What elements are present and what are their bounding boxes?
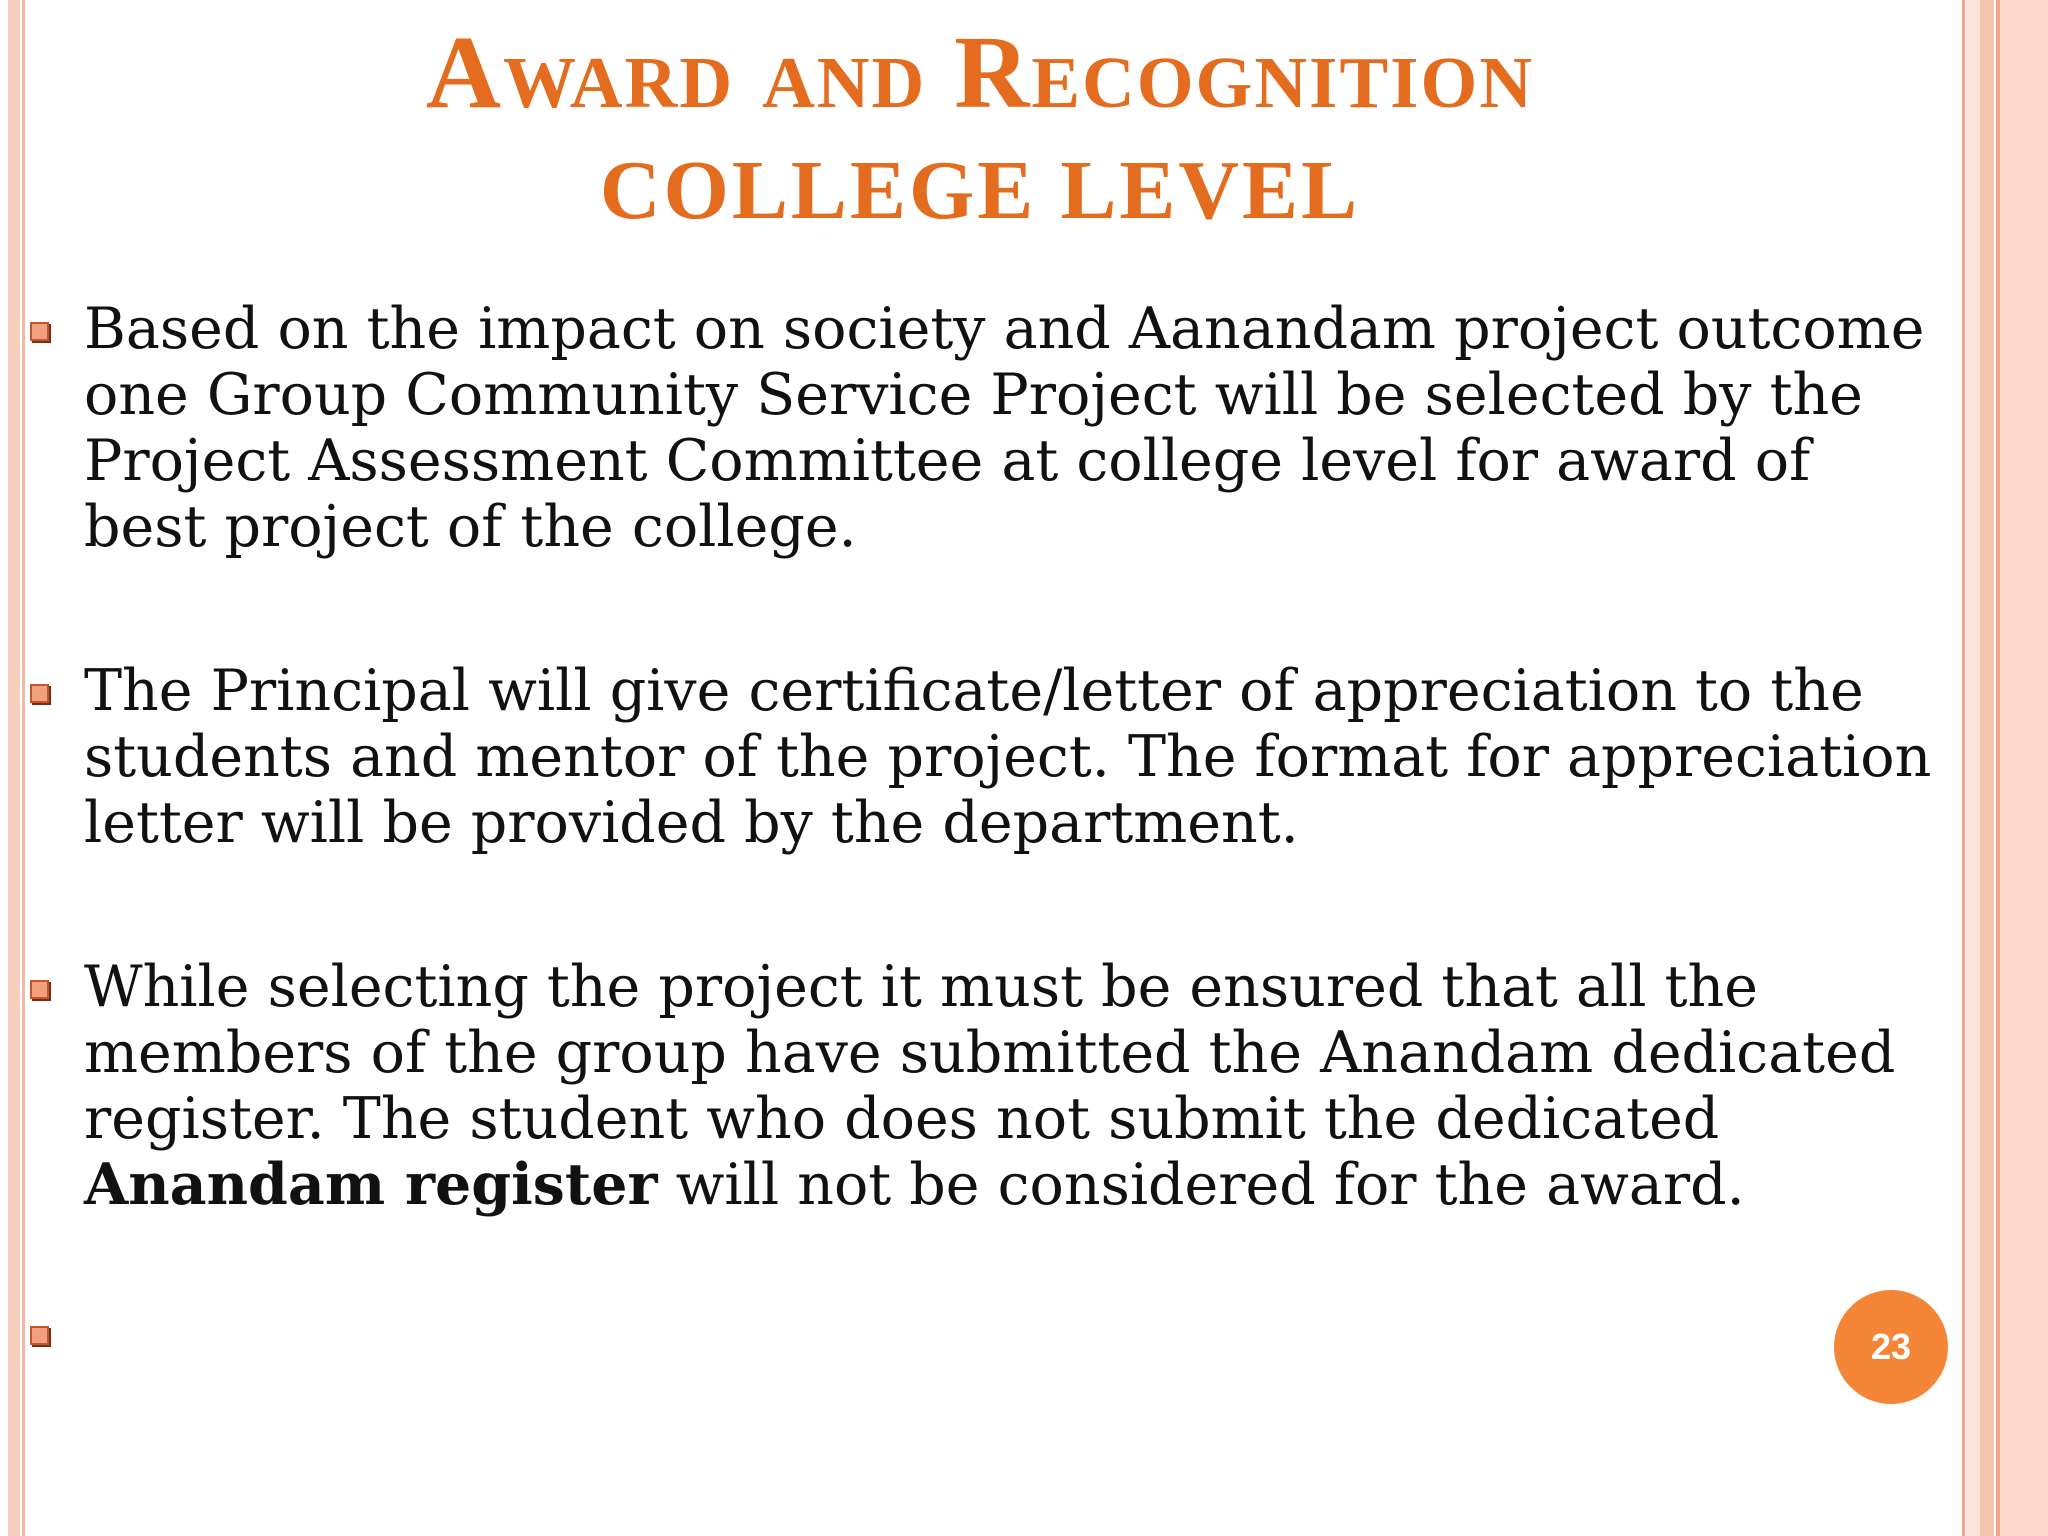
page-number-badge: 23 bbox=[1834, 1290, 1948, 1404]
square-bullet-icon bbox=[30, 322, 49, 341]
right-border-stripe bbox=[1980, 0, 1994, 1536]
right-border-line bbox=[1962, 0, 1965, 1536]
bullet-text-part: While selecting the project it must be ensured that all the members of the group have submitted the Anandam dedicated register. The student who does not submit the dedicated bbox=[84, 954, 1896, 1152]
right-border-stripe bbox=[1966, 0, 1980, 1536]
bullet-text: The Principal will give certificate/letter of appreciation to the students and mentor of the project. The format for appreciation letter will be provided by the department. bbox=[84, 658, 1932, 856]
square-bullet-icon bbox=[30, 980, 49, 999]
bullet-item bbox=[0, 954, 1960, 1218]
square-bullet-icon bbox=[30, 684, 49, 703]
bullet-text: Based on the impact on society and Aanandam project outcome one Group Community Service Project will be selected by the Project Assessment Committee at college level for award of best project of the college. bbox=[84, 296, 1925, 560]
title-line-sub: COLLEGE LEVEL bbox=[599, 144, 1361, 237]
bullet-item bbox=[0, 296, 1960, 560]
bullet-text bbox=[84, 954, 1895, 1218]
title-line-main: Award and Recognition bbox=[425, 15, 1535, 130]
bullet-text-bold: Anandam register bbox=[84, 1151, 658, 1218]
square-bullet-icon bbox=[30, 1326, 49, 1345]
bullet-item bbox=[0, 658, 1960, 856]
right-border-band bbox=[2000, 0, 2048, 1536]
bullet-list bbox=[0, 296, 1960, 1218]
bullet-text-part: will not be considered for the award. bbox=[657, 1152, 1745, 1218]
slide-title bbox=[40, 14, 1920, 250]
